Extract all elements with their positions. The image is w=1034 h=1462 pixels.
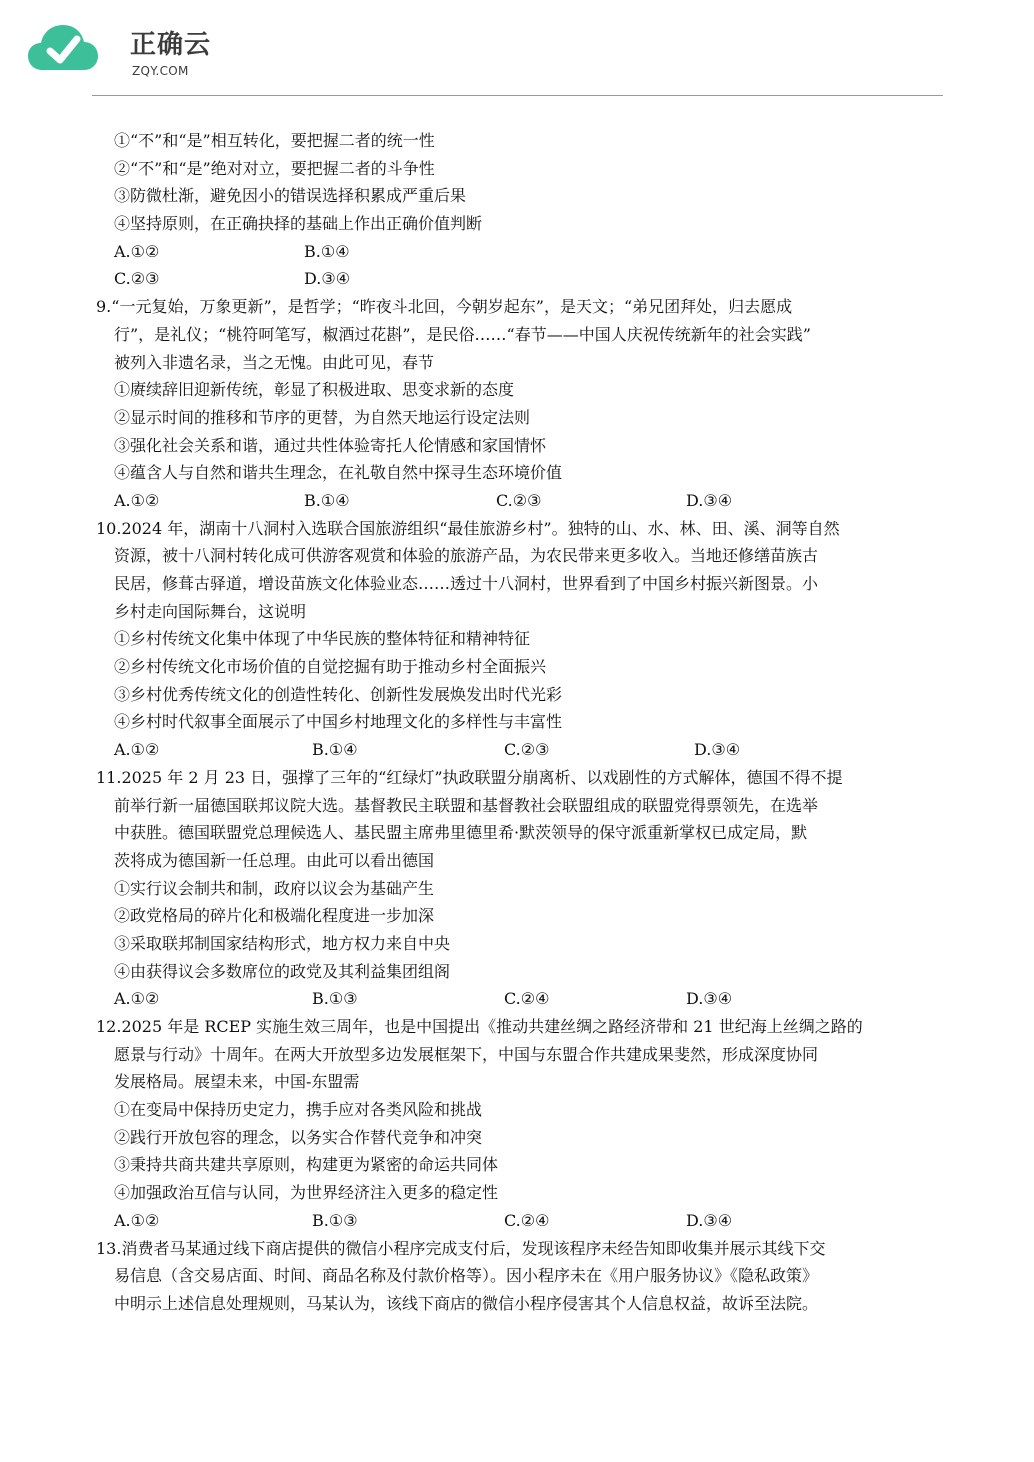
option-c: C.②③ [496,490,542,510]
options-row [96,238,946,266]
option-d: D.③④ [304,269,351,289]
option-d: D.③④ [694,740,741,760]
option-a: A.①② [114,490,160,510]
options-row [96,265,946,293]
statement: ③采取联邦制国家结构形式，地方权力来自中央 [114,933,451,953]
statement: ③防微杜渐，避免因小的错误选择积累成严重后果 [114,186,467,206]
question-stem: 茨将成为德国新一任总理。由此可以看出德国 [114,850,435,870]
question-stem: 资源，被十八洞村转化成可供游客观赏和体验的旅游产品，为农民带来更多收入。当地还修缮苗族古 [114,546,819,566]
question-stem: 9.“一元复始，万象更新”，是哲学；“昨夜斗北回，今朝岁起东”，是天文；“弟兄团拜处，归去愿成 [96,297,793,317]
page-header [28,18,988,78]
question-stem: 被列入非遗名录，当之无愧。由此可见，春节 [114,352,435,372]
statement: ①在变局中保持历史定力，携手应对各类风险和挑战 [114,1100,483,1120]
statement: ②乡村传统文化市场价值的自觉挖掘有助于推动乡村全面振兴 [114,657,547,677]
statement: ②“不”和“是”绝对对立，要把握二者的斗争性 [114,158,435,178]
option-c: C.②③ [504,740,550,760]
question-10 [96,515,946,764]
statement: ①乡村传统文化集中体现了中华民族的整体特征和精神特征 [114,629,531,649]
question-stem: 13.消费者马某通过线下商店提供的微信小程序完成支付后，发现该程序未经告知即收集并展示其线下交 [96,1238,826,1258]
statement: ②践行开放包容的理念，以务实合作替代竞争和冲突 [114,1127,483,1147]
statement: ④坚持原则，在正确抉择的基础上作出正确价值判断 [114,214,483,234]
option-b: B.①③ [312,989,358,1009]
brand-name: 正确云 [130,30,212,60]
brand-url: ZQY.COM [132,64,189,78]
option-a: A.①② [114,241,160,261]
statement: ③秉持共商共建共享原则，构建更为紧密的命运共同体 [114,1155,499,1175]
option-c: C.②③ [114,269,160,289]
question-9 [96,293,946,515]
options-row [96,985,946,1013]
options-row [96,736,946,764]
option-c: C.②④ [504,989,550,1009]
option-b: B.①④ [312,740,358,760]
question-stem: 前举行新一届德国联邦议院大选。基督教民主联盟和基督教社会联盟组成的联盟党得票领先，在选举 [114,795,819,815]
statement: ③乡村优秀传统文化的创造性转化、创新性发展焕发出时代光彩 [114,684,563,704]
option-c: C.②④ [504,1210,550,1230]
statement: ②显示时间的推移和节序的更替，为自然天地运行设定法则 [114,407,531,427]
question-stem: 乡村走向国际舞台，这说明 [114,601,307,621]
option-d: D.③④ [686,1210,733,1230]
option-a: A.①② [114,989,160,1009]
option-a: A.①② [114,1210,160,1230]
question-11 [96,764,946,1013]
question-content [96,127,946,1318]
option-b: B.①④ [304,490,350,510]
question-stem: 12.2025 年是 RCEP 实施生效三周年，也是中国提出《推动共建丝绸之路经济带和 21 世纪海上丝绸之路的 [96,1017,863,1036]
option-d: D.③④ [686,490,733,510]
question-stem: 11.2025 年 2 月 23 日，强撑了三年的“红绿灯”执政联盟分崩离析、以戏剧性的方式解体，德国不得不提 [96,767,843,787]
question-stem: 易信息（含交易店面、时间、商品名称及付款价格等）。因小程序未在《用户服务协议》《隐私政策》 [114,1266,819,1286]
question-stem: 发展格局。展望未来，中国-东盟需 [114,1072,360,1092]
statement: ④由获得议会多数席位的政党及其利益集团组阁 [114,961,451,981]
cloud-check-logo-icon [28,22,98,74]
question-stem: 行”，是礼仪；“桃符呵笔写，椒酒过花斟”，是民俗……“春节——中国人庆祝传统新年的社会实践” [114,324,811,344]
question-12 [96,1013,946,1235]
question-stem: 愿景与行动》十周年。在两大开放型多边发展框架下，中国与东盟合作共建成果斐然，形成深度协同 [114,1044,819,1064]
option-b: B.①③ [312,1210,358,1230]
option-b: B.①④ [304,241,350,261]
header-divider [92,95,943,96]
question-stem: 民居，修葺古驿道，增设苗族文化体验业态……透过十八洞村，世界看到了中国乡村振兴新图景。小 [114,574,819,593]
question-13 [96,1235,946,1318]
statement: ③强化社会关系和谐，通过共性体验寄托人伦情感和家国情怀 [114,435,547,455]
option-a: A.①② [114,740,160,760]
statement: ①“不”和“是”相互转化，要把握二者的统一性 [114,131,435,150]
statement: ①实行议会制共和制，政府以议会为基础产生 [114,878,435,898]
options-row [96,1207,946,1235]
statement: ①赓续辞旧迎新传统，彰显了积极进取、思变求新的态度 [114,380,515,400]
option-d: D.③④ [686,989,733,1009]
statement: ④加强政治互信与认同，为世界经济注入更多的稳定性 [114,1183,499,1203]
statement: ④蕴含人与自然和谐共生理念，在礼敬自然中探寻生态环境价值 [114,463,563,483]
question-8 [96,127,946,293]
options-row [96,487,946,515]
statement: ④乡村时代叙事全面展示了中国乡村地理文化的多样性与丰富性 [114,712,563,732]
question-stem: 中获胜。德国联盟党总理候选人、基民盟主席弗里德里希·默茨领导的保守派重新掌权已成定局，默 [114,823,808,843]
question-stem: 10.2024 年，湖南十八洞村入选联合国旅游组织“最佳旅游乡村”。独特的山、水、林、田、溪、洞等自然 [96,518,840,538]
question-stem: 中明示上述信息处理规则，马某认为，该线下商店的微信小程序侵害其个人信息权益，故诉至法院。 [114,1293,819,1313]
statement: ②政党格局的碎片化和极端化程度进一步加深 [114,906,435,926]
